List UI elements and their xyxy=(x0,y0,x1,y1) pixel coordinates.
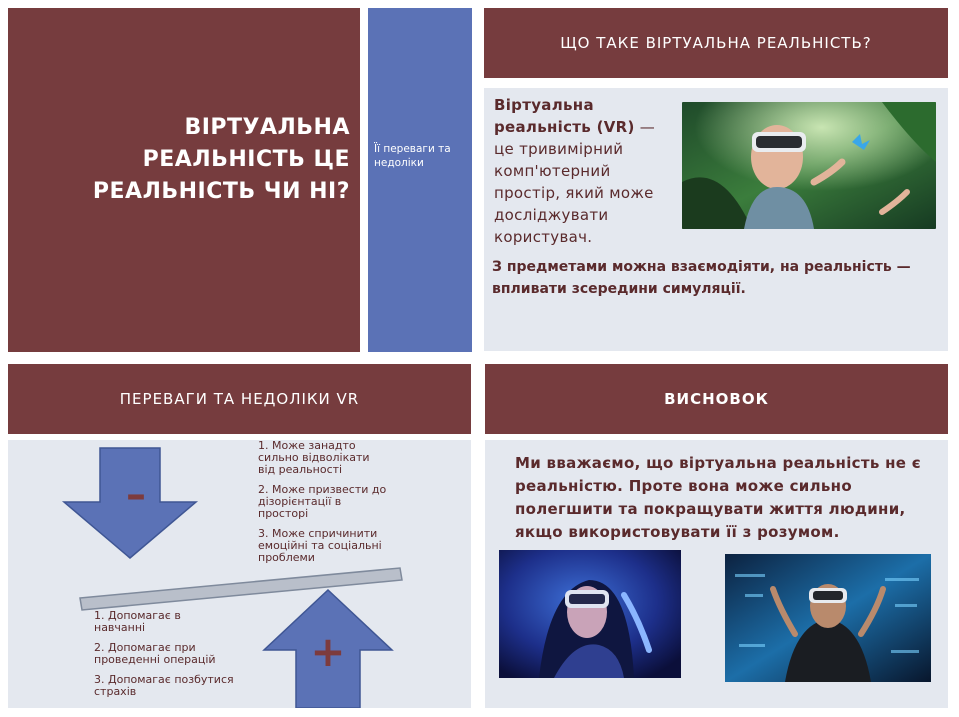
subtitle-block xyxy=(368,8,472,352)
vr-man-photo-illustration xyxy=(725,554,931,682)
subtitle: Її переваги та недоліки xyxy=(374,143,451,169)
vr-headset-photo xyxy=(682,102,936,229)
vr-term: Віртуальна реальність (VR) xyxy=(494,96,635,136)
vr-definition xyxy=(494,94,674,248)
pros-item: 1. Допомагає в навчанні xyxy=(94,609,181,634)
vr-man-photo xyxy=(725,554,931,682)
vr-section-header xyxy=(484,8,948,78)
conclusion-text: Ми вважаємо, що віртуальна реальність не є реальністю. Проте вона може сильно полегшити та покращувати життя людини, якщо використовувати її з розумом. xyxy=(515,454,921,541)
balance-scale-diagram xyxy=(8,440,471,708)
vr-woman-photo-illustration xyxy=(499,550,681,678)
plus-symbol: + xyxy=(310,627,346,676)
vr-definition-text: — це тривимірний комп'ютерний простір, який може досліджувати користувач. xyxy=(494,118,656,246)
title-block xyxy=(8,8,360,352)
vr-section-title: ЩО ТАКЕ ВІРТУАЛЬНА РЕАЛЬНІСТЬ? xyxy=(560,34,872,52)
vr-interaction-text: З предметами можна взаємодіяти, на реальність — впливати зсередини симуляції. xyxy=(492,259,911,297)
cons-item: 3. Може спричинити емоційні та соціальні проблеми xyxy=(258,527,382,564)
balance-beam xyxy=(80,568,402,610)
vr-headset-photo-illustration xyxy=(682,102,936,229)
pros-cons-header xyxy=(8,364,471,434)
pros-item: 3. Допомагає позбутися страхів xyxy=(94,673,234,698)
cons-item: 2. Може призвести до дізорієнтації в просторі xyxy=(258,483,387,520)
cons-item: 1. Може занадто сильно відволікати від реальності xyxy=(258,439,370,476)
conclusion-title: ВИСНОВОК xyxy=(664,390,769,408)
pros-cons-title: ПЕРЕВАГИ ТА НЕДОЛІКИ VR xyxy=(119,390,360,408)
minus-symbol: – xyxy=(126,472,146,518)
pros-list xyxy=(94,610,234,706)
vr-woman-photo xyxy=(499,550,681,678)
pros-cons-panel xyxy=(8,440,471,708)
main-title: ВІРТУАЛЬНА РЕАЛЬНІСТЬ ЦЕ РЕАЛЬНІСТЬ ЧИ НІ? xyxy=(92,115,350,204)
conclusion-panel xyxy=(485,440,948,708)
vr-section-panel xyxy=(484,88,948,351)
cons-list xyxy=(258,440,388,572)
conclusion-header xyxy=(485,364,948,434)
pros-item: 2. Допомагає при проведенні операцій xyxy=(94,641,216,666)
